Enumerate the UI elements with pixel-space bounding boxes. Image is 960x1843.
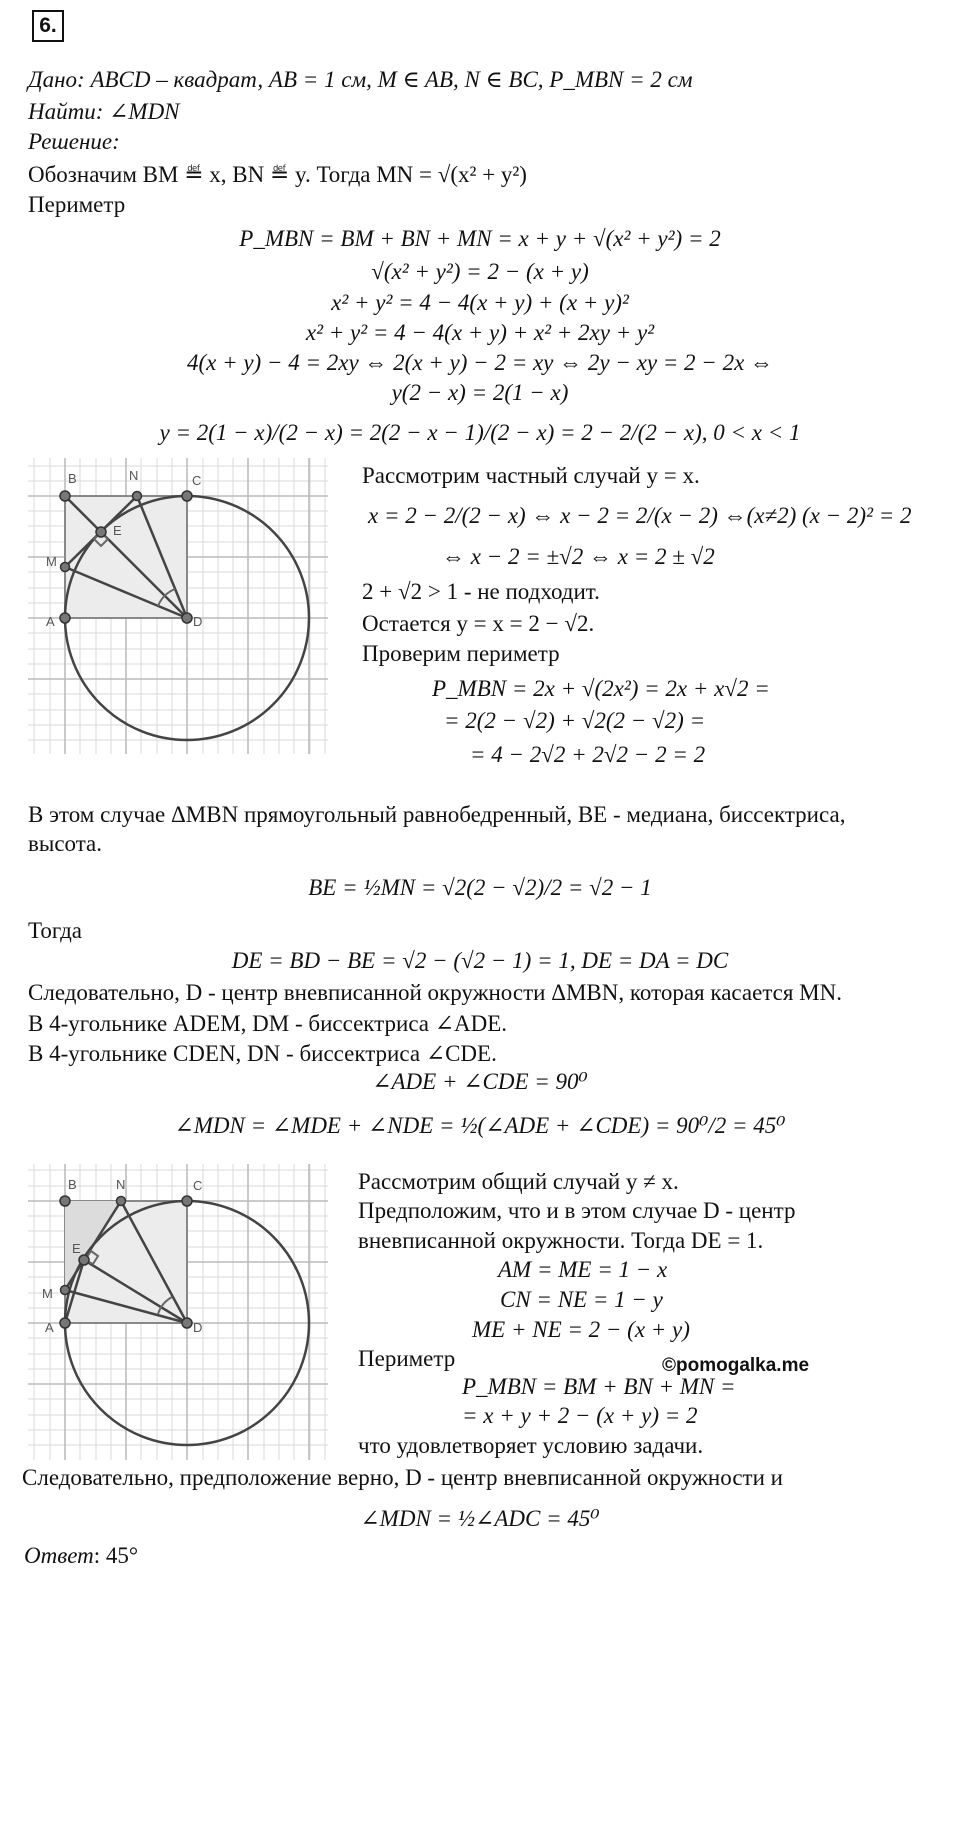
text-line: Следовательно, предположение верно, D - центр вневписанной окружности и	[22, 1465, 783, 1490]
equation: AM = ME = 1 − x	[498, 1257, 668, 1282]
equation: P_MBN = BM + BN + MN =	[462, 1374, 736, 1399]
equation: ∠MDN = ∠MDE + ∠NDE = ½(∠ADE + ∠CDE) = 90⁰/2 = 45⁰	[174, 1113, 786, 1138]
equation: BE = ½MN = √2(2 − √2)/2 = √2 − 1	[308, 875, 652, 900]
solution-label: Решение:	[28, 129, 120, 154]
point-label: A	[45, 1320, 54, 1335]
equation: √(x² + y²) = 2 − (x + y)	[371, 259, 589, 284]
point-label: C	[193, 1178, 203, 1193]
text-line: В 4-угольнике CDEN, DN - биссектриса ∠CDE.	[28, 1041, 497, 1066]
equation: = 2(2 − √2) + √2(2 − √2) =	[444, 708, 706, 733]
equation: ∠MDN = ½∠ADC = 45⁰	[360, 1506, 600, 1531]
text-line: Предположим, что и в этом случае D - центр	[358, 1198, 796, 1223]
answer-label: Ответ	[24, 1543, 94, 1568]
point-label: M	[46, 554, 57, 569]
point-label: B	[68, 471, 77, 486]
answer-line	[24, 1542, 138, 1570]
point-label: B	[68, 1177, 77, 1192]
find-line	[28, 98, 180, 126]
equation: CN = NE = 1 − y	[500, 1287, 663, 1312]
point-label: N	[116, 1177, 126, 1192]
equation: DE = BD − BE = √2 − (√2 − 1) = 1, DE = DA = DC	[231, 948, 729, 973]
text-line: что удовлетворяет условию задачи.	[358, 1433, 704, 1458]
equation: P_MBN = 2x + √(2x²) = 2x + x√2 =	[432, 676, 770, 701]
given-line	[28, 66, 693, 94]
equation: ⇔ x − 2 = ±√2 ⇔ x = 2 ± √2	[442, 544, 715, 569]
equation: = 4 − 2√2 + 2√2 − 2 = 2	[470, 742, 706, 767]
equation: P_MBN = BM + BN + MN = x + y + √(x² + y²) = 2	[239, 226, 721, 251]
equation: x = 2 − 2/(2 − x) ⇔ x − 2 = 2/(x − 2) ⇔(x≠2) (x − 2)² = 2	[368, 503, 912, 528]
equation: ∠ADE + ∠CDE = 90⁰	[372, 1069, 588, 1094]
text-line: В 4-угольнике ADEM, DM - биссектриса ∠ADE.	[28, 1011, 508, 1036]
task-number: 6.	[32, 10, 64, 42]
point-label: N	[129, 468, 139, 483]
text-line: Тогда	[28, 918, 83, 943]
equation: = x + y + 2 − (x + y) = 2	[462, 1403, 698, 1428]
point-label: D	[193, 614, 203, 629]
point-label: D	[193, 1320, 203, 1335]
point-label: E	[72, 1241, 81, 1256]
find-text: : ∠MDN	[95, 99, 180, 124]
equation: y = 2(1 − x)/(2 − x) = 2(2 − x − 1)/(2 − x) = 2 − 2/(2 − x), 0 < x < 1	[159, 420, 801, 445]
text-line: Рассмотрим частный случай y = x.	[362, 463, 700, 488]
watermark: ©pomogalka.me	[662, 1355, 810, 1376]
given-label: Дано	[28, 67, 78, 92]
text-line: Остается y = x = 2 − √2.	[362, 611, 595, 636]
figure-special-case	[28, 458, 338, 756]
text-line: Рассмотрим общий случай y ≠ x.	[358, 1169, 679, 1194]
point-label: M	[42, 1286, 53, 1301]
point-label: E	[113, 523, 122, 538]
text-line: Периметр	[358, 1346, 456, 1371]
equation: x² + y² = 4 − 4(x + y) + x² + 2xy + y²	[305, 320, 655, 345]
text-line: Обозначим BM ≝ x, BN ≝ y. Тогда MN = √(x² + y²)	[28, 162, 527, 187]
point-label: C	[192, 473, 202, 488]
text-line: вневписанной окружности. Тогда DE = 1.	[358, 1228, 764, 1253]
point-label: A	[46, 614, 55, 629]
text-line: В этом случае ΔMBN прямоугольный равнобедренный, BE - медиана, биссектриса,	[28, 802, 846, 827]
figure-general-case	[28, 1164, 338, 1462]
find-label: Найти	[28, 99, 96, 124]
text-line: высота.	[28, 831, 103, 856]
equation: 4(x + y) − 4 = 2xy ⇔ 2(x + y) − 2 = xy ⇔ 2y − xy = 2 − 2x ⇔	[186, 350, 774, 375]
text-line: Следовательно, D - центр вневписанной окружности ΔMBN, которая касается MN.	[28, 980, 842, 1005]
text-line: Проверим периметр	[362, 641, 560, 666]
equation: ME + NE = 2 − (x + y)	[472, 1317, 690, 1342]
answer-text: : 45°	[93, 1543, 139, 1568]
equation: x² + y² = 4 − 4(x + y) + (x + y)²	[331, 290, 629, 315]
text-line: Периметр	[28, 192, 126, 217]
given-text: : ABCD – квадрат, AB = 1 см, M ∈ AB, N ∈ BC, P_MBN = 2 см	[77, 67, 693, 92]
equation: y(2 − x) = 2(1 − x)	[391, 380, 569, 405]
text-line: 2 + √2 > 1 - не подходит.	[362, 579, 600, 604]
